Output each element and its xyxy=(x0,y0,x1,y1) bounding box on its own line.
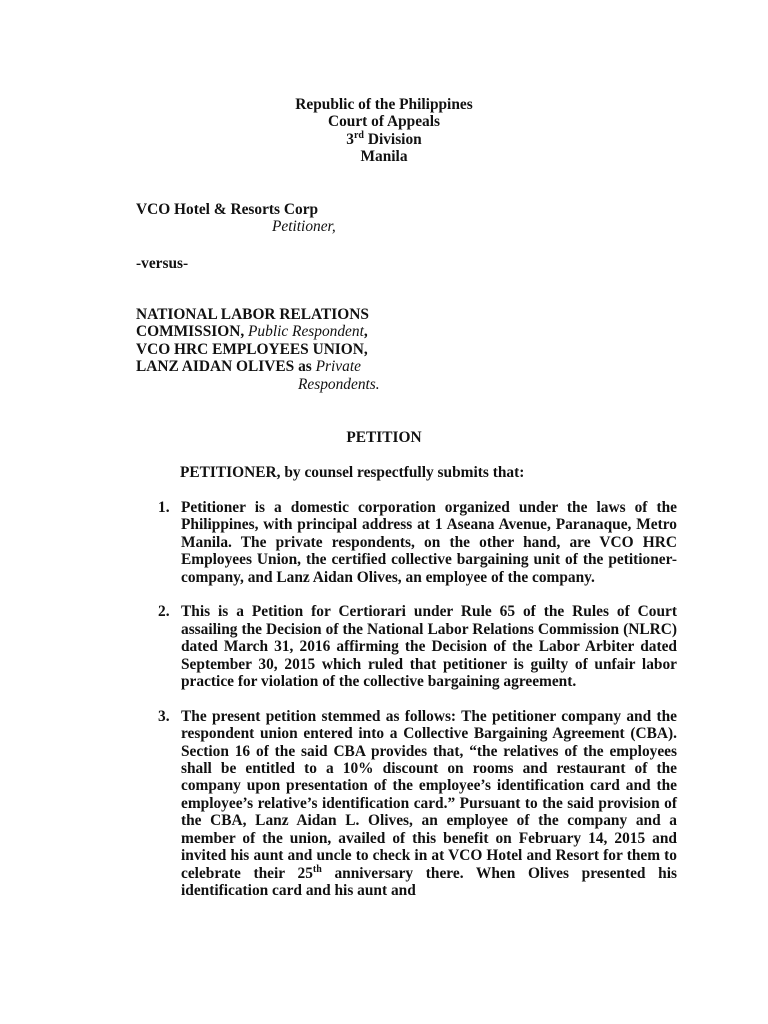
petitioner-name: VCO Hotel & Resorts Corp xyxy=(136,201,319,218)
item-text-part2: anniversary there. When Olives presented his identification card and his aunt and xyxy=(181,864,677,899)
list-item xyxy=(136,603,677,690)
item-text: This is a Petition for Certiorari under Rule 65 of the Rules of Court assailing the Decision of the National Labor Relations Commission (NLRC) dated March 31, 2016 affirming the Decision of the Labor Arbiter dated September 30, 2015 which ruled that petitioner is guilty of unfair labor practice for violation of the collective bargaining agreement. xyxy=(181,603,677,691)
petition-allegations xyxy=(136,499,677,917)
respondent1-role: Public Respondent xyxy=(248,323,364,341)
versus-label: -versus- xyxy=(136,255,189,272)
respondent1-line1: NATIONAL LABOR RELATIONS xyxy=(136,306,369,323)
respondent1-line2 xyxy=(136,323,380,340)
petition-title: PETITION xyxy=(346,429,422,446)
list-item xyxy=(136,499,677,586)
list-item xyxy=(136,708,677,899)
item-text: Petitioner is a domestic corporation organized under the laws of the Philippines, with principal address at 1 Aseana Avenue, Paranaque, Metro Manila. The private respondents, on the other hand, are VCO HRC Employees Union, the certified collective bargaining unit of the petitioner-company, and Lanz Aidan Olives, an employee of the company. xyxy=(181,499,677,586)
petition-intro: PETITIONER, by counsel respectfully submits that: xyxy=(180,464,525,481)
respondents-period: . xyxy=(375,375,380,393)
respondent3-role-line2 xyxy=(136,376,380,393)
item-number: 1. xyxy=(158,499,170,516)
respondent2-line: VCO HRC EMPLOYEES UNION, xyxy=(136,340,368,358)
respondents-word: Respondents xyxy=(298,375,376,393)
heading-republic: Republic of the Philippines xyxy=(295,96,473,113)
petitioner-role: Petitioner, xyxy=(272,218,336,235)
respondents-block xyxy=(136,306,380,393)
item-text-part1: The present petition stemmed as follows: The petitioner company and the respondent union entered into a Collective Bargaining Agreement (CBA). Section 16 of the said CBA provides that, “the relatives of the employees shall be entitled to a 10% discount on rooms and restaurant of the company upon presentation of the employee’s identification card and the employee’s relative’s identification card.” Pursuant to the said provision of the CBA, Lanz Aidan L. Olives, an employee of the company and a member of the union, availed of this benefit on February 14, 2015 and invited his aunt and uncle to check in at VCO Hotel and Resort for them to celebrate their 25 xyxy=(181,707,677,882)
item-number: 3. xyxy=(158,707,170,725)
heading-division xyxy=(0,131,768,148)
respondent1-name-end: COMMISSION, xyxy=(136,323,245,341)
respondent3-role: Private xyxy=(315,358,361,376)
court-heading xyxy=(0,96,768,166)
respondent1-comma: , xyxy=(363,323,368,341)
respondent3-line xyxy=(136,358,380,375)
ordinal-suffix: th xyxy=(312,863,322,875)
division-ordinal: rd xyxy=(353,129,364,141)
heading-court: Court of Appeals xyxy=(327,113,441,131)
item-text xyxy=(181,708,677,899)
heading-city: Manila xyxy=(360,148,408,166)
division-number: 3 xyxy=(346,130,354,148)
division-word: Division xyxy=(363,130,422,148)
item-number: 2. xyxy=(158,603,170,621)
respondent3-name: LANZ AIDAN OLIVES as xyxy=(136,358,312,376)
